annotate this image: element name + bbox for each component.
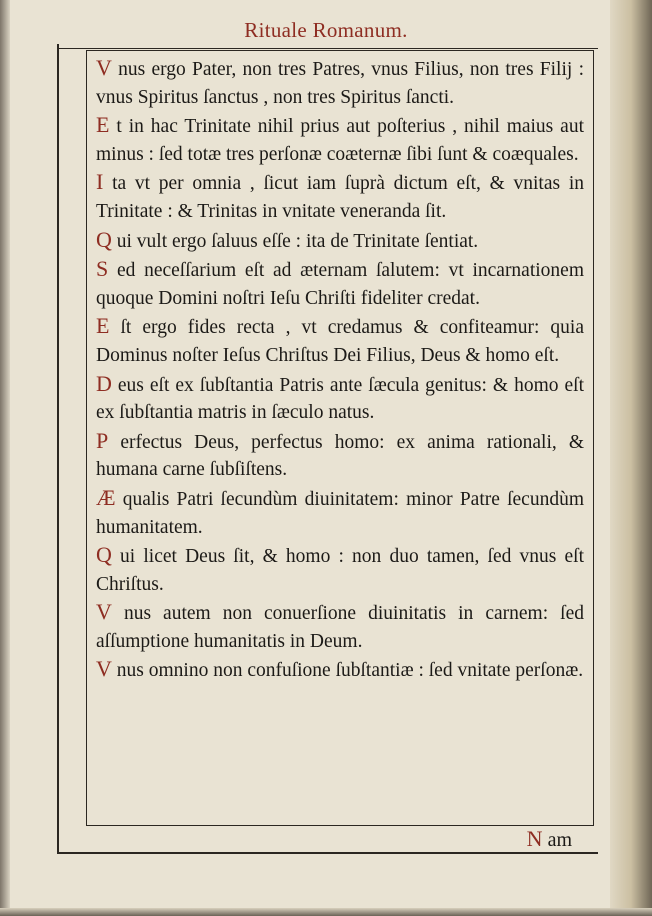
paragraph-text: nus omnino non confuſione ſubſtantiæ : ſed vnitate perſonæ. [116, 660, 584, 682]
rubric-initial: Q [96, 542, 112, 568]
paragraph [96, 370, 584, 427]
rubric-initial: P [96, 427, 109, 453]
header-rule [57, 44, 598, 49]
paragraph-text: nus autem non conuerſione diuinitatis in carnem: ſed aſſumptione humanitatis in Deum. [96, 603, 584, 652]
page-edge-right [610, 0, 652, 916]
paragraph [96, 427, 584, 484]
paragraph [96, 255, 584, 312]
paragraph [96, 226, 584, 256]
paragraph [96, 168, 584, 225]
paragraph-text: nus ergo Pater, non tres Patres, vnus Filius, non tres Filij : vnus Spiritus ſanctus , non tres Spiritus ſancti. [96, 59, 584, 108]
page-edge-left [0, 0, 10, 916]
catchword-initial: N [526, 826, 543, 851]
paragraph-text: eus eſt ex ſubſtantia Patris ante ſæcula genitus: & homo eſt ex ſubſtantia matris in ſæculo natus. [96, 374, 584, 424]
paragraph [96, 541, 584, 598]
bottom-rule [57, 852, 598, 854]
rubric-initial: I [96, 169, 104, 195]
rubric-initial: D [96, 370, 112, 396]
paragraph [96, 484, 584, 541]
rubric-initial: E [96, 112, 110, 138]
rubric-initial: Q [96, 226, 112, 252]
paragraph [96, 54, 584, 111]
paragraph [96, 312, 584, 369]
paragraph-text: ta vt per omnia , ſicut iam ſuprà dictum eſt, & vnitas in Trinitate : & Trinitas in vnitate veneranda ſit. [96, 173, 584, 222]
paragraph-text: ed neceſſarium eſt ad æternam ſalutem: vt incarnationem quoque Domini noſtri Ieſu Chriſti fideliter credat. [96, 260, 584, 309]
paragraph-text: qualis Patri ſecundùm diuinitatem: minor Patre ſecundùm humanitatem. [96, 488, 584, 538]
rubric-initial: Æ [96, 484, 116, 510]
catchword [527, 826, 572, 852]
paragraph [96, 655, 584, 685]
paragraph-text: erfectus Deus, perfectus homo: ex anima rationali, & humana carne ſubſiſtens. [96, 431, 584, 481]
paragraph-text: t in hac Trinitate nihil prius aut poſterius , nihil maius aut minus : ſed totæ tres perſonæ coæternæ ſibi ſunt & coæquales. [96, 116, 585, 165]
margin-rule [57, 44, 59, 854]
rubric-initial: V [96, 55, 112, 80]
catchword-text: am [547, 829, 572, 851]
paragraph-text: ui licet Deus ſit, & homo : non duo tamen, ſed vnus eſt Chriſtus. [96, 546, 584, 595]
rubric-initial: S [96, 256, 109, 282]
running-head: Rituale Romanum. [244, 18, 408, 42]
page-edge-bottom [0, 908, 652, 916]
rubric-initial: V [96, 656, 112, 682]
paragraph-text: ſt ergo fides recta , vt credamus & confiteamur: quia Dominus noſter Ieſus Chriſtus Dei Filius, Deus & homo eſt. [96, 317, 585, 366]
rubric-initial: V [96, 599, 112, 625]
paragraph [96, 598, 584, 655]
rubric-initial: E [96, 313, 110, 339]
paragraph-text: ui vult ergo ſaluus eſſe : ita de Trinitate ſentiat. [116, 230, 479, 252]
paragraph [96, 111, 584, 168]
text-block [96, 54, 584, 685]
